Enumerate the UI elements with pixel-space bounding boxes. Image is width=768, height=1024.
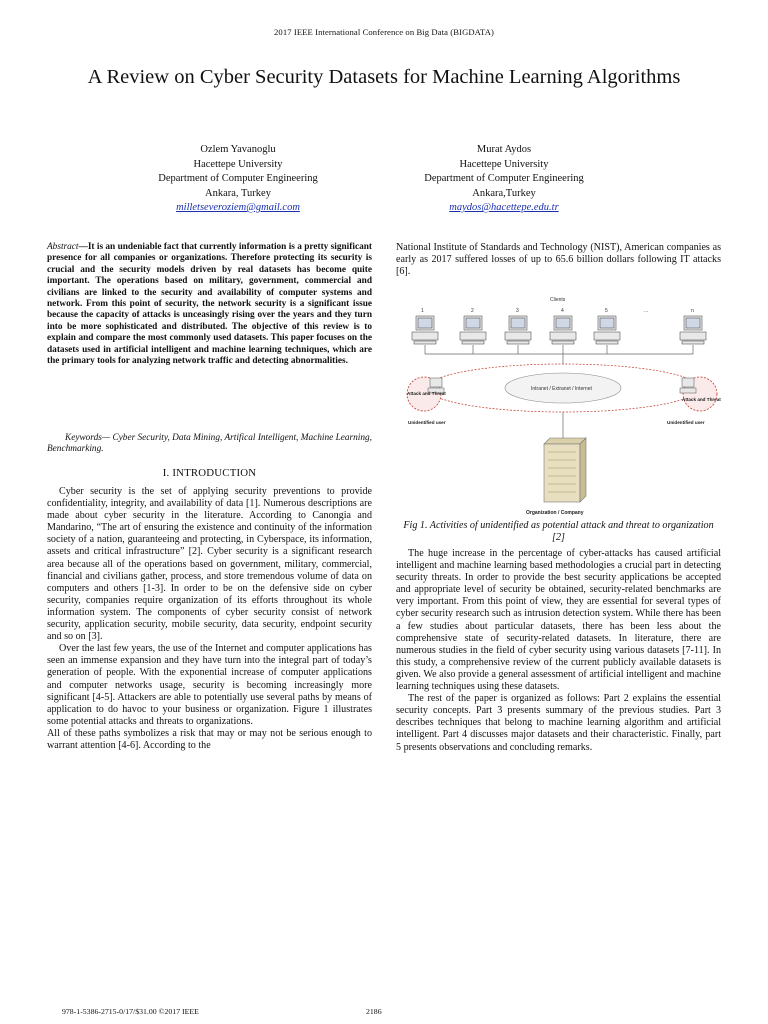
body-paragraph: Cyber security is the set of applying security preventions to provide confidentiality, integrity, and availability of data [1]. Numerous descriptions are made about cyber security in the literature. According to Canongia and Mandarino, “The art of ensuring the existence and continuity of the information society of a nation, guaranteeing and protecting, in Cyberspace, its information, assets and critical infrastructure” [2]. Cyber security is a significant research area because all of the operations based on government, military, commercial, financial and civilians gather, process, and store tremendous volume of data on computers and others [1-3]. In order to be on the defensive side on cyber security, companies require organization of its efforts throughout its whole information system. The components of cyber security consist of network security, application security, mobile security, data security, endpoint security and so on [3]. <box>47 486 372 643</box>
figure-client-number: 2 <box>471 308 474 314</box>
body-paragraph: Over the last few years, the use of the Internet and computer applications has seen an immense expansion and they have turn into the integral part of today’s generation of people. With the exponential increase of computer applications and computer networks usage, security is becoming increasingly more significant [4-5]. Attackers are able to potentially use several paths by means of application to do havoc to your business or organization. Figure 1 illustrates some potential attacks and threats to organizations. <box>47 643 372 727</box>
figure-unidentified-left: Unidentified user <box>408 420 446 425</box>
right-column-intro <box>396 242 721 278</box>
figure-client-number: 3 <box>516 308 519 314</box>
abstract-text: —It is an undeniable fact that currently information is a pretty significant presence for all companies or organizations. Therefore protecting its security is crucial and the security models driven by real datasets has become quite important. The operations based on military, government, commercial and civilians are linked to the security and availability of computer systems and network. From this point of security, the network security is a significant issue because the capacity of attacks is unceasingly rising over the years and they turn into be more sophisticated and distributed. The objective of this review is to explain and compare the most commonly used datasets. This paper focuses on the datasets used in artificial intelligent and machine learning techniques, which are the primary tools for analyzing network traffic and detecting abnormalities. <box>47 242 372 367</box>
author-location: Ankara,Turkey <box>472 187 536 199</box>
figure-client-number: 4 <box>561 308 564 314</box>
conference-header: 2017 IEEE International Conference on Big Data (BIGDATA) <box>274 27 494 37</box>
body-paragraph: National Institute of Standards and Technology (NIST), American companies as early as 2017 suffered losses of up to 65.6 billion dollars following IT attacks [6]. <box>396 242 721 278</box>
client-computer-icons <box>412 316 706 344</box>
figure-client-number: 5 <box>605 308 608 314</box>
author-name: Murat Aydos <box>476 144 532 155</box>
abstract <box>47 242 372 367</box>
figure-client-number: n <box>691 308 694 314</box>
author-block-2 <box>354 143 654 216</box>
figure-unidentified-right: Unidentified user <box>667 420 705 425</box>
author-name: Ozlem Yavanoglu <box>200 144 276 155</box>
keywords: Keywords— Cyber Security, Data Mining, Artifical Intelligent, Machine Learning, Benchmarking. <box>47 433 372 455</box>
right-column-body <box>396 548 721 754</box>
figure-attack-label-right: Attack and Threat <box>682 397 721 402</box>
body-paragraph: The rest of the paper is organized as follows: Part 2 explains the essential security concepts. Part 3 presents summary of the previous studies. Part 3 describes techniques that belong to machine learning algorithm and artificial intelligent. Part 4 discusses major datasets and their characteristic. Finally, part 5 presents observations and concluding remarks. <box>396 693 721 753</box>
author-block-1 <box>88 143 388 216</box>
section-heading-introduction: I. INTRODUCTION <box>162 467 257 479</box>
body-paragraph: The huge increase in the percentage of cyber-attacks has caused artificial intelligent and machine learning based methodologies a crucial part in detecting security threats. In order to provide the best security applications be accepted and appropriate level of security be obtained, security-related benchmarks are very important. From this point of view, they are essential for several types of cyber security research such as intrusion detection system. While there has been a few studies about particular datasets, there has been less about the comprehensive state of security-related datasets. In literature, there are numerous studies in the field of cyber security using various datasets [7-11]. In this study, a comprehensive review of the current publicly available datasets is given. We also provide a general assessment of artificial intelligent and machine learning techniques using these datasets. <box>396 548 721 693</box>
page-number: 2186 <box>366 1007 382 1016</box>
figure-attack-label-left: Attack and Threat <box>407 391 446 396</box>
figure-client-number: ... <box>644 308 649 314</box>
footer-copyright: 978-1-5386-2715-0/17/$31.00 ©2017 IEEE <box>62 1007 199 1016</box>
figure-caption: Fig 1. Activities of unidentified as potential attack and threat to organization [2] <box>403 520 714 544</box>
author-department: Department of Computer Engineering <box>158 173 318 184</box>
figure-org-label: Organization / Company <box>526 510 584 516</box>
author-email-link[interactable]: milletseveroziem@gmail.com <box>176 202 300 213</box>
paper-title: A Review on Cyber Security Datasets for Machine Learning Algorithms <box>87 66 681 88</box>
left-column-body <box>47 486 372 752</box>
figure-cloud-label: Intranet / Extranet / Internet <box>531 386 592 392</box>
author-affiliation: Hacettepe University <box>193 158 283 170</box>
figure-clients-label: Clients <box>550 297 566 303</box>
author-email-link[interactable]: maydos@hacettepe.edu.tr <box>449 202 559 213</box>
abstract-lead: Abstract <box>47 242 79 252</box>
body-paragraph: All of these paths symbolizes a risk that may or may not be serious enough to warrant attention [4-6]. According to the <box>47 727 372 751</box>
figure-network-diagram <box>404 292 722 518</box>
author-location: Ankara, Turkey <box>205 187 271 199</box>
organization-server-icon <box>544 438 586 502</box>
author-affiliation: Hacettepe University <box>459 158 549 170</box>
figure-client-number: 1 <box>421 308 424 314</box>
author-department: Department of Computer Engineering <box>424 173 584 184</box>
